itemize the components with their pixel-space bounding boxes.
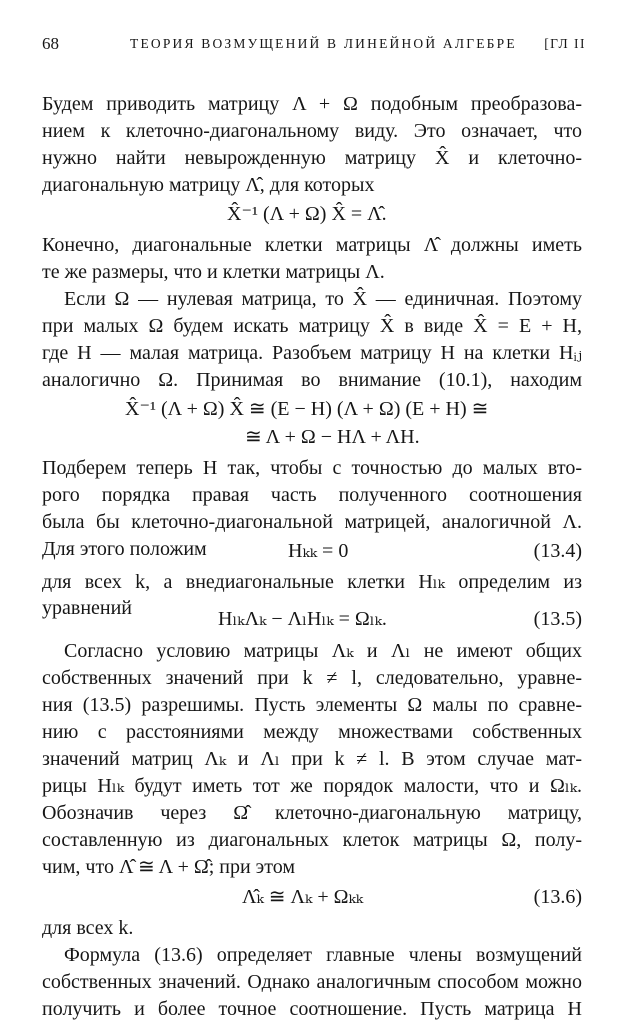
text-line: чим, что Λ̂ ≅ Λ + Ω̂; при этом — [42, 856, 296, 878]
equation — [42, 604, 582, 634]
text-line: где H — малая матрица. Разобъем матрицу H на клетки Hᵢⱼ — [42, 342, 582, 364]
text-line: ния (13.5) разрешимы. Пусть элементы Ω малы по сравне- — [42, 694, 582, 716]
running-header — [42, 34, 586, 58]
text-line: собственных значений при k ≠ l, следовательно, уравне- — [42, 667, 582, 689]
equation-formula: HₗₖΛₖ − ΛₗHₗₖ = Ωₗₖ. — [218, 608, 387, 630]
equation — [42, 536, 582, 566]
text-line: рицы Hₗₖ будут иметь тот же порядок малости, что и Ωₗₖ. — [42, 775, 582, 797]
equation — [42, 199, 582, 229]
chapter-label: [ГЛ II — [544, 36, 586, 51]
text-line: Конечно, диагональные клетки матрицы Λ̂ должны иметь — [42, 234, 582, 256]
text-line: Согласно условию матрицы Λₖ и Λₗ не имеют общих — [64, 640, 582, 662]
text-line: значений матриц Λₖ и Λₗ при k ≠ l. В этом случае мат- — [42, 748, 582, 770]
text-line: нию с расстояниями между множествами собственных — [42, 721, 582, 743]
text-line: при малых Ω будем искать матрицу X̂ в виде X̂ = E + H, — [42, 315, 582, 337]
text-line: аналогично Ω. Принимая во внимание (10.1), находим — [42, 369, 582, 391]
equation-formula: X̂⁻¹ (Λ + Ω) X̂ ≅ (E − H) (Λ + Ω) (E + H) ≅ — [125, 398, 489, 420]
text-line: Подберем теперь H так, чтобы с точностью до малых вто- — [42, 457, 582, 479]
equation — [42, 394, 582, 424]
text-line: нужно найти невырожденную матрицу X̂ и клеточно- — [42, 147, 582, 169]
text-line: была бы клеточно-диагональной матрицей, аналогичной Λ. — [42, 511, 582, 533]
text-line: рого порядка правая часть полученного соотношения — [42, 484, 582, 506]
text-line: Для этого положим — [42, 538, 207, 560]
text-line: нием к клеточно-диагональному виду. Это означает, что — [42, 120, 582, 142]
equation-formula: ≅ Λ + Ω − HΛ + ΛH. — [245, 426, 420, 448]
page-number: 68 — [42, 34, 59, 53]
text-line: Будем приводить матрицу Λ + Ω подобным преобразова- — [42, 93, 582, 115]
text-line: диагональную матрицу Λ̂, для которых — [42, 174, 375, 196]
equation-number: (13.5) — [533, 608, 582, 630]
equation — [42, 422, 582, 452]
text-line: для всех k, а внедиагональные клетки Hₗₖ определим из — [42, 571, 582, 593]
text-line: те же размеры, что и клетки матрицы Λ. — [42, 261, 385, 283]
text-line: получить и более точное соотношение. Пусть матрица H — [42, 998, 582, 1020]
text-line: Если Ω — нулевая матрица, то X̂ — единичная. Поэтому — [64, 288, 582, 310]
text-line: уравнений — [42, 597, 133, 619]
text-line: Обозначив через Ω̂ клеточно-диагональную матрицу, — [42, 802, 582, 824]
equation-formula: Hₖₖ = 0 — [288, 540, 349, 562]
equation-number: (13.4) — [533, 540, 582, 562]
text-line: составленную из диагональных клеток матрицы Ω, полу- — [42, 829, 582, 851]
equation-formula: Λ̂ₖ ≅ Λₖ + Ωₖₖ — [242, 886, 364, 908]
equation-formula: X̂⁻¹ (Λ + Ω) X̂ = Λ̂. — [227, 203, 387, 225]
equation — [42, 882, 582, 912]
text-line: для всех k. — [42, 917, 134, 939]
text-line: собственных значений. Однако аналогичным способом можно — [42, 971, 582, 993]
text-line: Формула (13.6) определяет главные члены возмущений — [64, 944, 582, 966]
equation-number: (13.6) — [533, 886, 582, 908]
running-title: ТЕОРИЯ ВОЗМУЩЕНИЙ В ЛИНЕЙНОЙ АЛГЕБРЕ — [130, 36, 517, 51]
